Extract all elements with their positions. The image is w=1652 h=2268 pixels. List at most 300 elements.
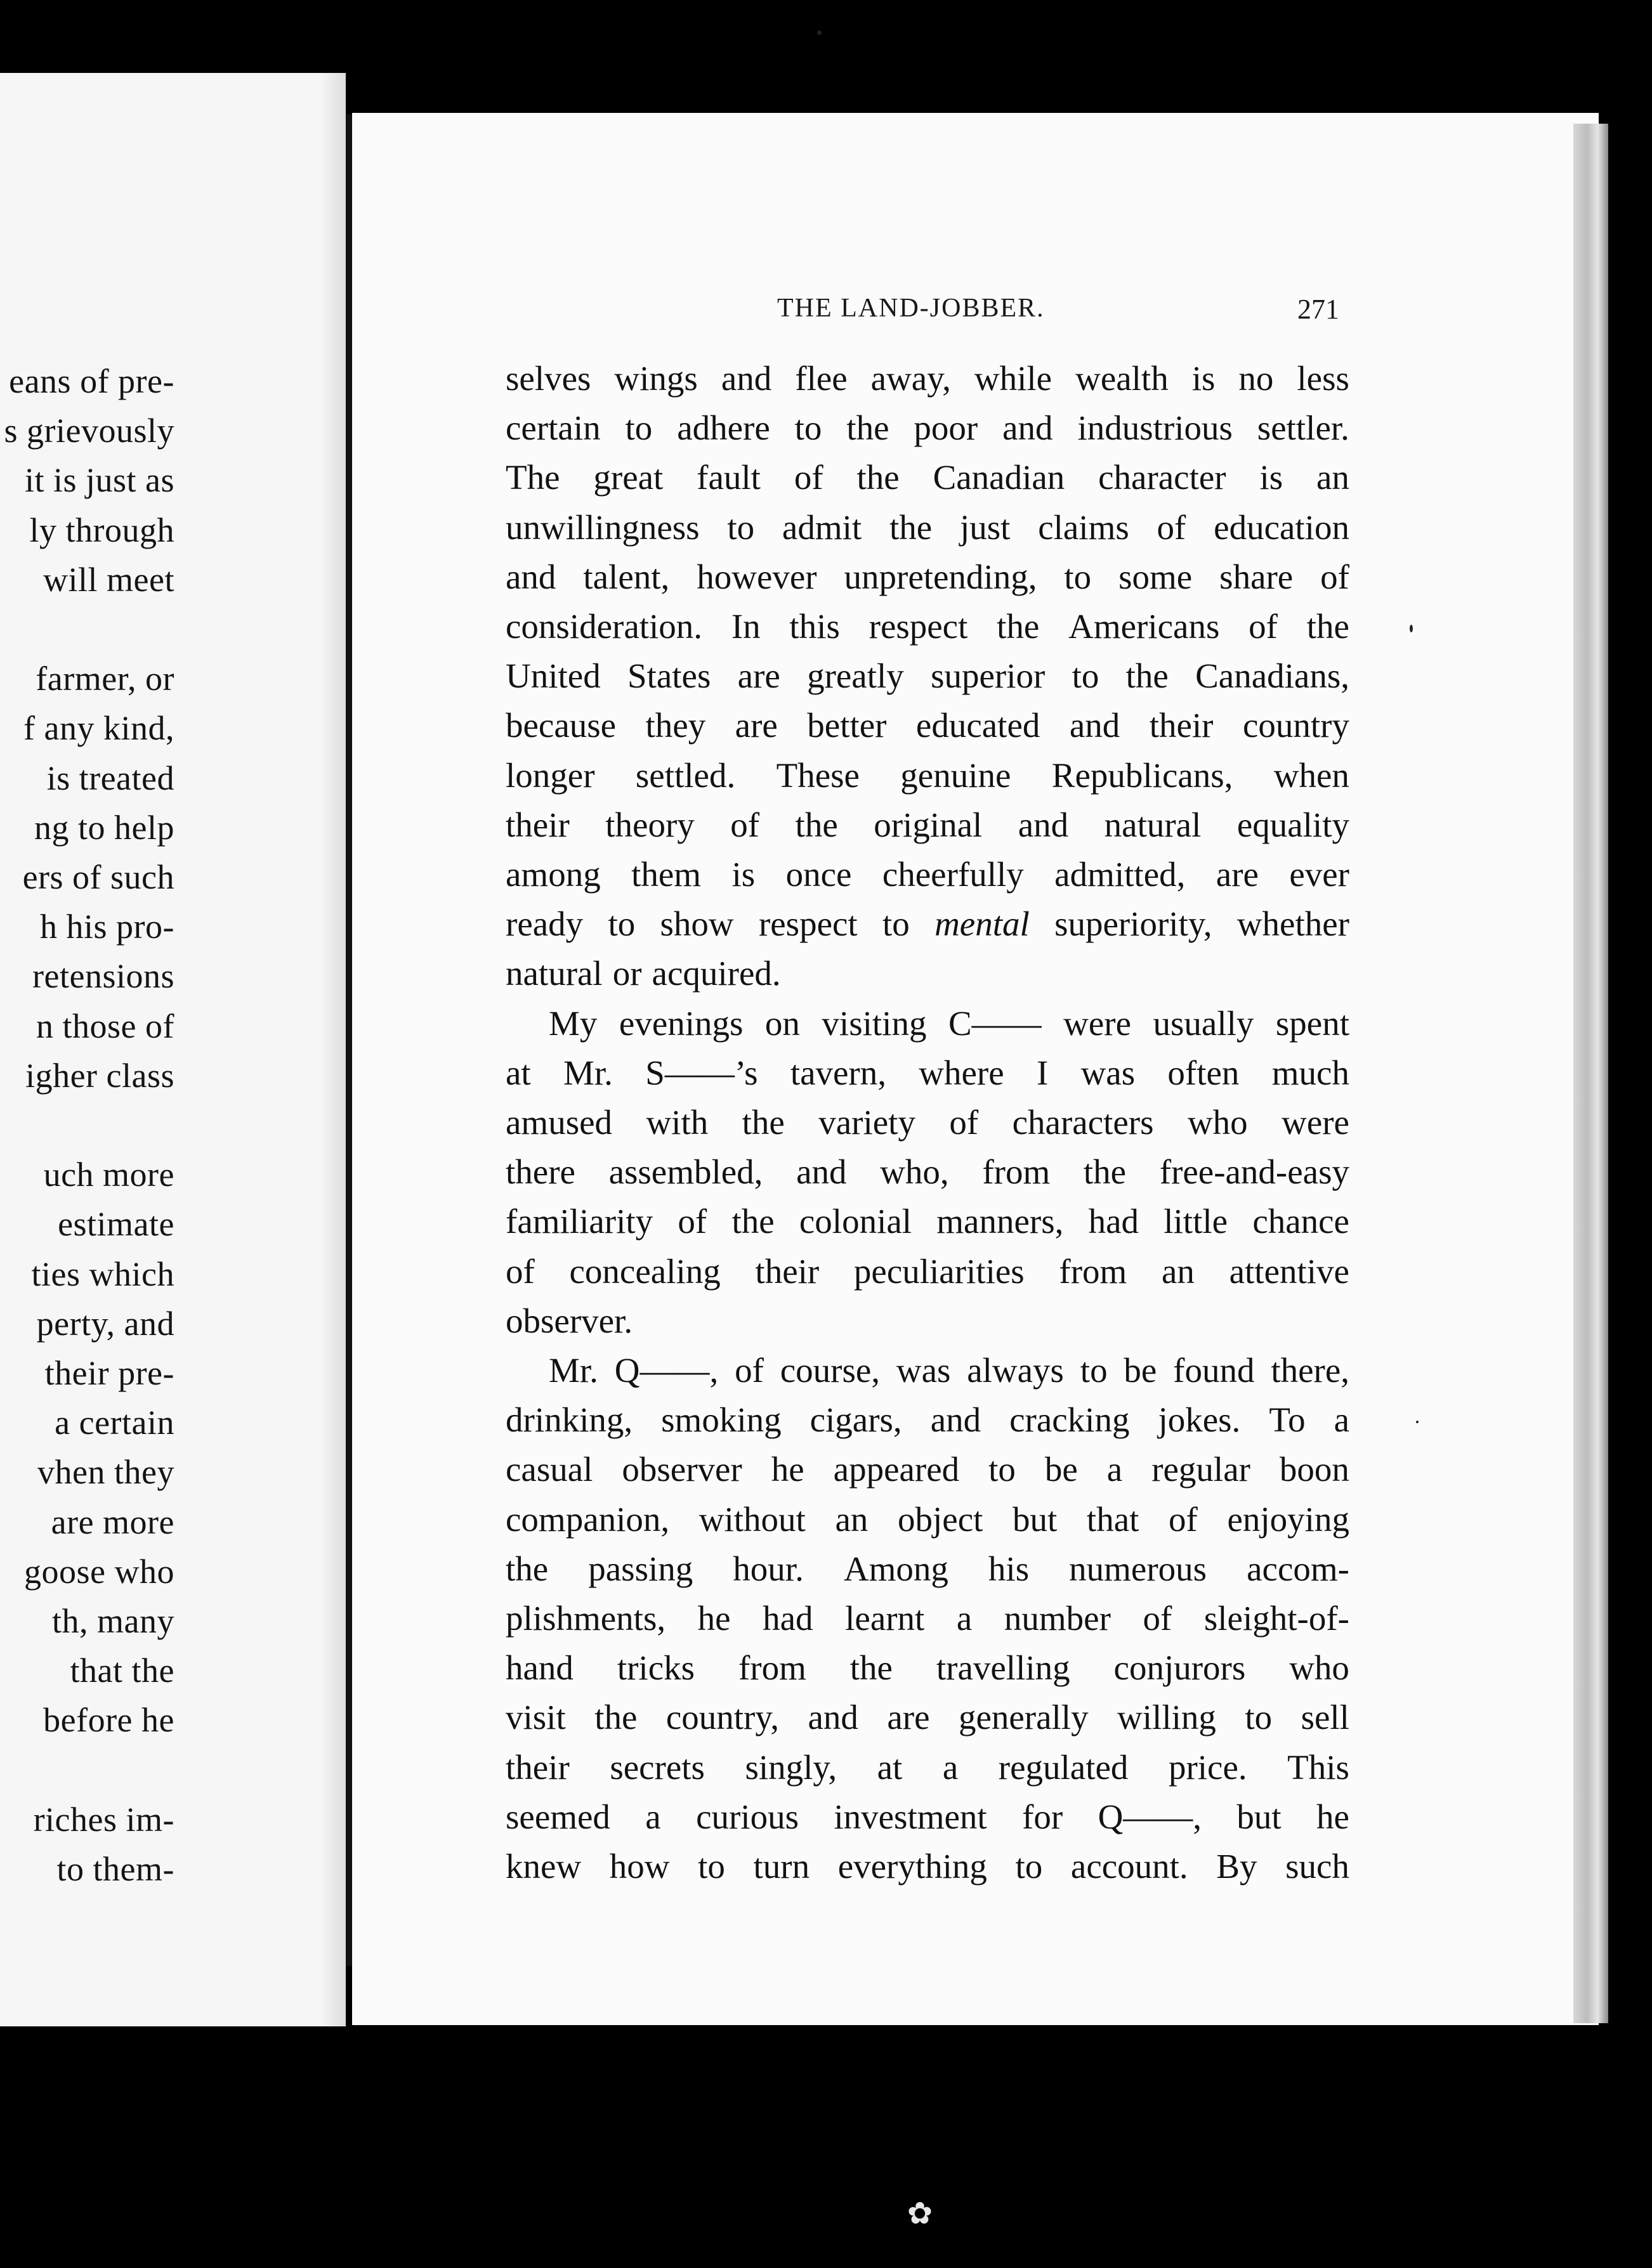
word: country xyxy=(1242,706,1349,745)
word: to xyxy=(794,408,822,448)
facing-page-line: before he xyxy=(43,1701,174,1740)
text-line xyxy=(506,805,1349,849)
word: always xyxy=(967,1351,1064,1390)
word: usually xyxy=(1153,1003,1254,1043)
word: he xyxy=(771,1450,804,1489)
word: much xyxy=(1271,1053,1349,1092)
word: of xyxy=(506,1251,535,1291)
text-line xyxy=(506,606,1349,651)
text-line xyxy=(506,854,1349,899)
text-line xyxy=(506,1350,1349,1395)
word: he xyxy=(697,1599,731,1638)
word: is xyxy=(1259,458,1283,497)
facing-page-line: vhen they xyxy=(37,1453,174,1492)
word: a xyxy=(645,1797,661,1836)
word: were xyxy=(1063,1003,1131,1043)
word: everything xyxy=(837,1847,987,1886)
word: hour. xyxy=(733,1549,804,1588)
word: with xyxy=(646,1103,709,1142)
word: Republicans, xyxy=(1051,755,1233,795)
word: claims xyxy=(1038,507,1129,547)
word: price. xyxy=(1168,1747,1247,1787)
word: learnt xyxy=(845,1599,925,1638)
word: who, xyxy=(880,1152,949,1192)
word: cheerfully xyxy=(882,855,1024,894)
word: evenings xyxy=(619,1003,744,1043)
scan-speck xyxy=(1416,1421,1419,1423)
word: the xyxy=(889,507,933,547)
word: superior xyxy=(931,656,1046,696)
word: This xyxy=(1287,1747,1349,1787)
text-line xyxy=(506,1499,1349,1544)
word: of xyxy=(1157,507,1186,547)
word: variety xyxy=(818,1103,915,1142)
word: object xyxy=(898,1499,983,1539)
word: Q——, xyxy=(1098,1797,1202,1836)
word: respect xyxy=(758,904,858,944)
word: accom- xyxy=(1247,1549,1349,1588)
word: tricks xyxy=(617,1648,695,1688)
text-line xyxy=(506,1846,1349,1891)
word: spent xyxy=(1275,1003,1349,1043)
word: how xyxy=(609,1847,670,1886)
word: passing xyxy=(588,1549,693,1588)
word: regulated xyxy=(998,1747,1129,1787)
word: is xyxy=(1191,359,1216,398)
word: of xyxy=(794,458,823,497)
word: their xyxy=(755,1251,820,1291)
word: there xyxy=(506,1152,575,1192)
facing-page-line: ly through xyxy=(29,511,174,549)
word: sell xyxy=(1301,1698,1349,1737)
word: industrious xyxy=(1077,408,1233,448)
word: to xyxy=(882,904,910,944)
text-line xyxy=(506,1549,1349,1593)
facing-page-line: it is just as xyxy=(24,461,174,500)
word: flee xyxy=(795,359,848,398)
word: a xyxy=(942,1747,959,1787)
word: In xyxy=(731,607,761,646)
word: no xyxy=(1238,359,1274,398)
word: the xyxy=(506,1549,549,1588)
running-head: THE LAND-JOBBER. xyxy=(777,294,1045,323)
word: genuine xyxy=(900,755,1011,795)
word: of xyxy=(949,1103,979,1142)
word: settled. xyxy=(635,755,736,795)
word: Among xyxy=(843,1549,948,1588)
word: and xyxy=(796,1152,847,1192)
word: such xyxy=(1285,1847,1349,1886)
word: The xyxy=(506,458,560,497)
facing-page-line: ng to help xyxy=(34,808,174,847)
facing-page-line: are more xyxy=(51,1502,174,1541)
word: C—— xyxy=(948,1003,1042,1043)
facing-page-line: th, many xyxy=(52,1602,174,1640)
word: however xyxy=(697,557,817,596)
facing-page-line: will meet xyxy=(43,560,174,599)
word: education xyxy=(1214,507,1349,547)
word: and xyxy=(1002,408,1053,448)
word: natural xyxy=(1104,805,1202,844)
word: admitted, xyxy=(1054,855,1186,894)
word: manners, xyxy=(936,1202,1064,1241)
facing-page-line: estimate xyxy=(58,1205,174,1244)
word: and xyxy=(930,1400,981,1440)
word: acquired. xyxy=(652,954,781,993)
word: that xyxy=(1086,1499,1139,1539)
text-line xyxy=(506,1449,1349,1494)
word: of xyxy=(1249,607,1278,646)
word: number xyxy=(1004,1599,1111,1638)
word: unwillingness xyxy=(506,507,700,547)
word: of xyxy=(678,1202,707,1241)
word: conjurors xyxy=(1113,1648,1246,1688)
word: natural xyxy=(506,954,603,993)
page-number: 271 xyxy=(1297,294,1339,325)
facing-page-line: goose who xyxy=(24,1552,174,1591)
word: his xyxy=(988,1549,1030,1588)
text-line xyxy=(506,1053,1349,1097)
word: the xyxy=(856,458,900,497)
word: observer xyxy=(622,1450,742,1489)
word: enjoying xyxy=(1227,1499,1349,1539)
word: admit xyxy=(782,507,862,547)
word: country, xyxy=(665,1698,780,1737)
word: cracking xyxy=(1009,1400,1130,1440)
word: and xyxy=(721,359,772,398)
word: were xyxy=(1282,1103,1349,1142)
word: Mr. xyxy=(563,1053,613,1092)
facing-page-line: n those of xyxy=(36,1007,174,1045)
word: My xyxy=(549,1003,598,1043)
word: the xyxy=(846,408,889,448)
word: talent, xyxy=(583,557,670,596)
word: show xyxy=(660,904,734,944)
word: colonial xyxy=(799,1202,912,1241)
word: to xyxy=(1015,1847,1043,1886)
word: for xyxy=(1022,1797,1063,1836)
word: observer. xyxy=(506,1301,633,1340)
word: to xyxy=(608,904,636,944)
word: where xyxy=(919,1053,1004,1092)
facing-page-line: f any kind, xyxy=(23,709,174,748)
word: of xyxy=(1169,1499,1198,1539)
word: had xyxy=(763,1599,813,1638)
word: to xyxy=(727,507,755,547)
text-line xyxy=(506,1102,1349,1147)
word: By xyxy=(1216,1847,1257,1886)
word: he xyxy=(1316,1797,1349,1836)
word: peculiarities xyxy=(853,1251,1025,1291)
facing-page-line: ers of such xyxy=(22,858,174,896)
word: States xyxy=(627,656,711,696)
word: These xyxy=(776,755,860,795)
word: Canadians, xyxy=(1195,656,1349,696)
word: at xyxy=(877,1747,903,1787)
word: smoking xyxy=(661,1400,782,1440)
text-line xyxy=(506,408,1349,452)
word: numerous xyxy=(1069,1549,1207,1588)
word: longer xyxy=(506,755,595,795)
word: they xyxy=(645,706,706,745)
word: consideration. xyxy=(506,607,703,646)
facing-page-line: that the xyxy=(70,1652,174,1690)
word: and xyxy=(506,557,556,596)
word: to xyxy=(1064,557,1092,596)
word: Q——, xyxy=(614,1351,719,1390)
word: once xyxy=(785,855,852,894)
word: are xyxy=(887,1698,930,1737)
word: be xyxy=(1044,1450,1078,1489)
word: To xyxy=(1269,1400,1306,1440)
facing-page-line: a certain xyxy=(55,1404,174,1442)
word: United xyxy=(506,656,601,696)
word: at xyxy=(506,1053,531,1092)
facing-page-line: retensions xyxy=(32,957,174,996)
word: the xyxy=(731,1202,775,1241)
word: to xyxy=(1245,1698,1273,1737)
word: their xyxy=(506,1747,570,1787)
word: the xyxy=(742,1103,785,1142)
text-line xyxy=(506,358,1349,403)
word: are xyxy=(737,656,780,696)
word: investment xyxy=(834,1797,987,1836)
word: unpretending, xyxy=(844,557,1037,596)
word: visiting xyxy=(822,1003,927,1043)
word: there, xyxy=(1271,1351,1349,1390)
text-line xyxy=(506,705,1349,750)
word: and xyxy=(1018,805,1069,844)
word: Canadian xyxy=(933,458,1065,497)
word: amused xyxy=(506,1103,613,1142)
word: a xyxy=(1106,1450,1123,1489)
word: are xyxy=(1216,855,1259,894)
text-line xyxy=(506,1400,1349,1444)
word: while xyxy=(974,359,1052,398)
word: their xyxy=(506,805,570,844)
word: of xyxy=(730,805,760,844)
text-line xyxy=(506,457,1349,502)
word: adhere xyxy=(677,408,770,448)
word: S——’s xyxy=(645,1053,758,1092)
word: boon xyxy=(1279,1450,1349,1489)
word: because xyxy=(506,706,617,745)
word: attentive xyxy=(1229,1251,1349,1291)
word: less xyxy=(1297,359,1349,398)
word: without xyxy=(698,1499,806,1539)
word: secrets xyxy=(610,1747,705,1787)
word: among xyxy=(506,855,601,894)
word: better xyxy=(807,706,887,745)
word: be xyxy=(1124,1351,1157,1390)
word: casual xyxy=(506,1450,593,1489)
word: curious xyxy=(696,1797,799,1836)
word: companion, xyxy=(506,1499,670,1539)
word: ever xyxy=(1289,855,1349,894)
word: Americans xyxy=(1068,607,1220,646)
word: jokes. xyxy=(1158,1400,1241,1440)
word: characters xyxy=(1012,1103,1154,1142)
word: or xyxy=(612,954,642,993)
word: I xyxy=(1036,1053,1049,1092)
text-line xyxy=(506,1003,1349,1048)
word: fault xyxy=(697,458,761,497)
word: but xyxy=(1013,1499,1058,1539)
word: tavern, xyxy=(790,1053,886,1092)
word: drinking, xyxy=(506,1400,633,1440)
word: seemed xyxy=(506,1797,610,1836)
word: of xyxy=(1143,1599,1172,1638)
word: of xyxy=(735,1351,764,1390)
word: course, xyxy=(780,1351,881,1390)
word: theory xyxy=(605,805,695,844)
word: had xyxy=(1088,1202,1139,1241)
text-line xyxy=(506,1301,1349,1345)
word: an xyxy=(835,1499,869,1539)
facing-page-line: igher class xyxy=(25,1056,174,1095)
facing-page-line: h his pro- xyxy=(40,908,174,946)
facing-page-line: uch more xyxy=(43,1156,174,1194)
word: an xyxy=(1161,1251,1195,1291)
word: on xyxy=(764,1003,800,1043)
scan-speck xyxy=(1410,625,1413,632)
word: when xyxy=(1273,755,1349,795)
text-line xyxy=(506,557,1349,601)
word: who xyxy=(1289,1648,1349,1688)
scan-speck xyxy=(817,30,822,35)
word: the xyxy=(1306,607,1349,646)
word: a xyxy=(1334,1400,1349,1440)
text-line xyxy=(506,656,1349,700)
word: to xyxy=(625,408,653,448)
text-line xyxy=(506,953,1349,998)
word: but xyxy=(1236,1797,1282,1836)
word: great xyxy=(593,458,664,497)
word: whether xyxy=(1236,904,1349,944)
word: from xyxy=(738,1648,806,1688)
word: was xyxy=(896,1351,951,1390)
word: educated xyxy=(915,706,1040,745)
word: visit xyxy=(506,1698,566,1737)
word: from xyxy=(1059,1251,1127,1291)
word: little xyxy=(1164,1202,1228,1241)
word: wings xyxy=(614,359,698,398)
word: their xyxy=(1149,706,1214,745)
italic-word: mental xyxy=(934,904,1030,944)
word: to xyxy=(1080,1351,1108,1390)
text-line xyxy=(506,1697,1349,1742)
text-line xyxy=(506,1598,1349,1643)
word: are xyxy=(735,706,778,745)
word: and xyxy=(808,1698,858,1737)
word: knew xyxy=(506,1847,582,1886)
text-line xyxy=(506,1797,1349,1841)
text-line xyxy=(506,755,1349,800)
word: familiarity xyxy=(506,1202,653,1241)
text-line xyxy=(506,1747,1349,1792)
text-line xyxy=(506,1201,1349,1246)
word: character xyxy=(1098,458,1226,497)
word: to xyxy=(698,1847,725,1886)
word: some xyxy=(1118,557,1193,596)
text-line xyxy=(506,904,1349,948)
word: sleight-of- xyxy=(1203,1599,1349,1638)
word: who xyxy=(1187,1103,1248,1142)
word: is xyxy=(731,855,756,894)
word: them xyxy=(631,855,702,894)
word: willing xyxy=(1117,1698,1216,1737)
word: equality xyxy=(1236,805,1349,844)
word: travelling xyxy=(936,1648,1070,1688)
word: share xyxy=(1219,557,1294,596)
word: to xyxy=(988,1450,1016,1489)
facing-page-line: ties which xyxy=(31,1255,174,1293)
word: chance xyxy=(1252,1202,1349,1241)
word: plishments, xyxy=(506,1599,666,1638)
ornament-icon: ✿ xyxy=(907,2196,933,2231)
facing-page-line: riches im- xyxy=(33,1800,174,1839)
word: found xyxy=(1173,1351,1255,1390)
facing-page-line: is treated xyxy=(46,759,174,797)
word: regular xyxy=(1151,1450,1250,1489)
word: singly, xyxy=(745,1747,837,1787)
word: concealing xyxy=(569,1251,721,1291)
text-line xyxy=(506,507,1349,552)
word: was xyxy=(1080,1053,1136,1092)
word: the xyxy=(849,1648,893,1688)
word: greatly xyxy=(807,656,904,696)
word: away, xyxy=(870,359,951,398)
word: turn xyxy=(753,1847,810,1886)
word: generally xyxy=(958,1698,1089,1737)
word: cigars, xyxy=(810,1400,902,1440)
word: and xyxy=(1069,706,1120,745)
word: respect xyxy=(869,607,968,646)
word: the xyxy=(1125,656,1169,696)
word: hand xyxy=(506,1648,574,1688)
word: to xyxy=(1072,656,1099,696)
word: superiority, xyxy=(1054,904,1212,944)
word: a xyxy=(956,1599,973,1638)
word: ready xyxy=(506,904,584,944)
word: Mr. xyxy=(549,1351,598,1390)
word: the xyxy=(997,607,1040,646)
word: often xyxy=(1167,1053,1240,1092)
word: account. xyxy=(1070,1847,1188,1886)
text-line xyxy=(506,1251,1349,1296)
facing-page-line: s grievously xyxy=(4,412,174,450)
word: certain xyxy=(506,408,601,448)
word: settler. xyxy=(1257,408,1349,448)
word: free-and-easy xyxy=(1159,1152,1349,1192)
text-line xyxy=(506,1648,1349,1692)
facing-page-line: to them- xyxy=(56,1850,174,1888)
text-line xyxy=(506,1152,1349,1196)
word: the xyxy=(594,1698,638,1737)
word: from xyxy=(982,1152,1051,1192)
word: the xyxy=(1083,1152,1127,1192)
facing-page-line: their pre- xyxy=(44,1354,174,1392)
word: this xyxy=(789,607,840,646)
word: poor xyxy=(914,408,978,448)
facing-page-line: perty, and xyxy=(36,1304,174,1343)
word: original xyxy=(874,805,983,844)
word: assembled, xyxy=(608,1152,763,1192)
word: the xyxy=(795,805,838,844)
word: selves xyxy=(506,359,591,398)
word: wealth xyxy=(1075,359,1169,398)
word: of xyxy=(1320,557,1349,596)
